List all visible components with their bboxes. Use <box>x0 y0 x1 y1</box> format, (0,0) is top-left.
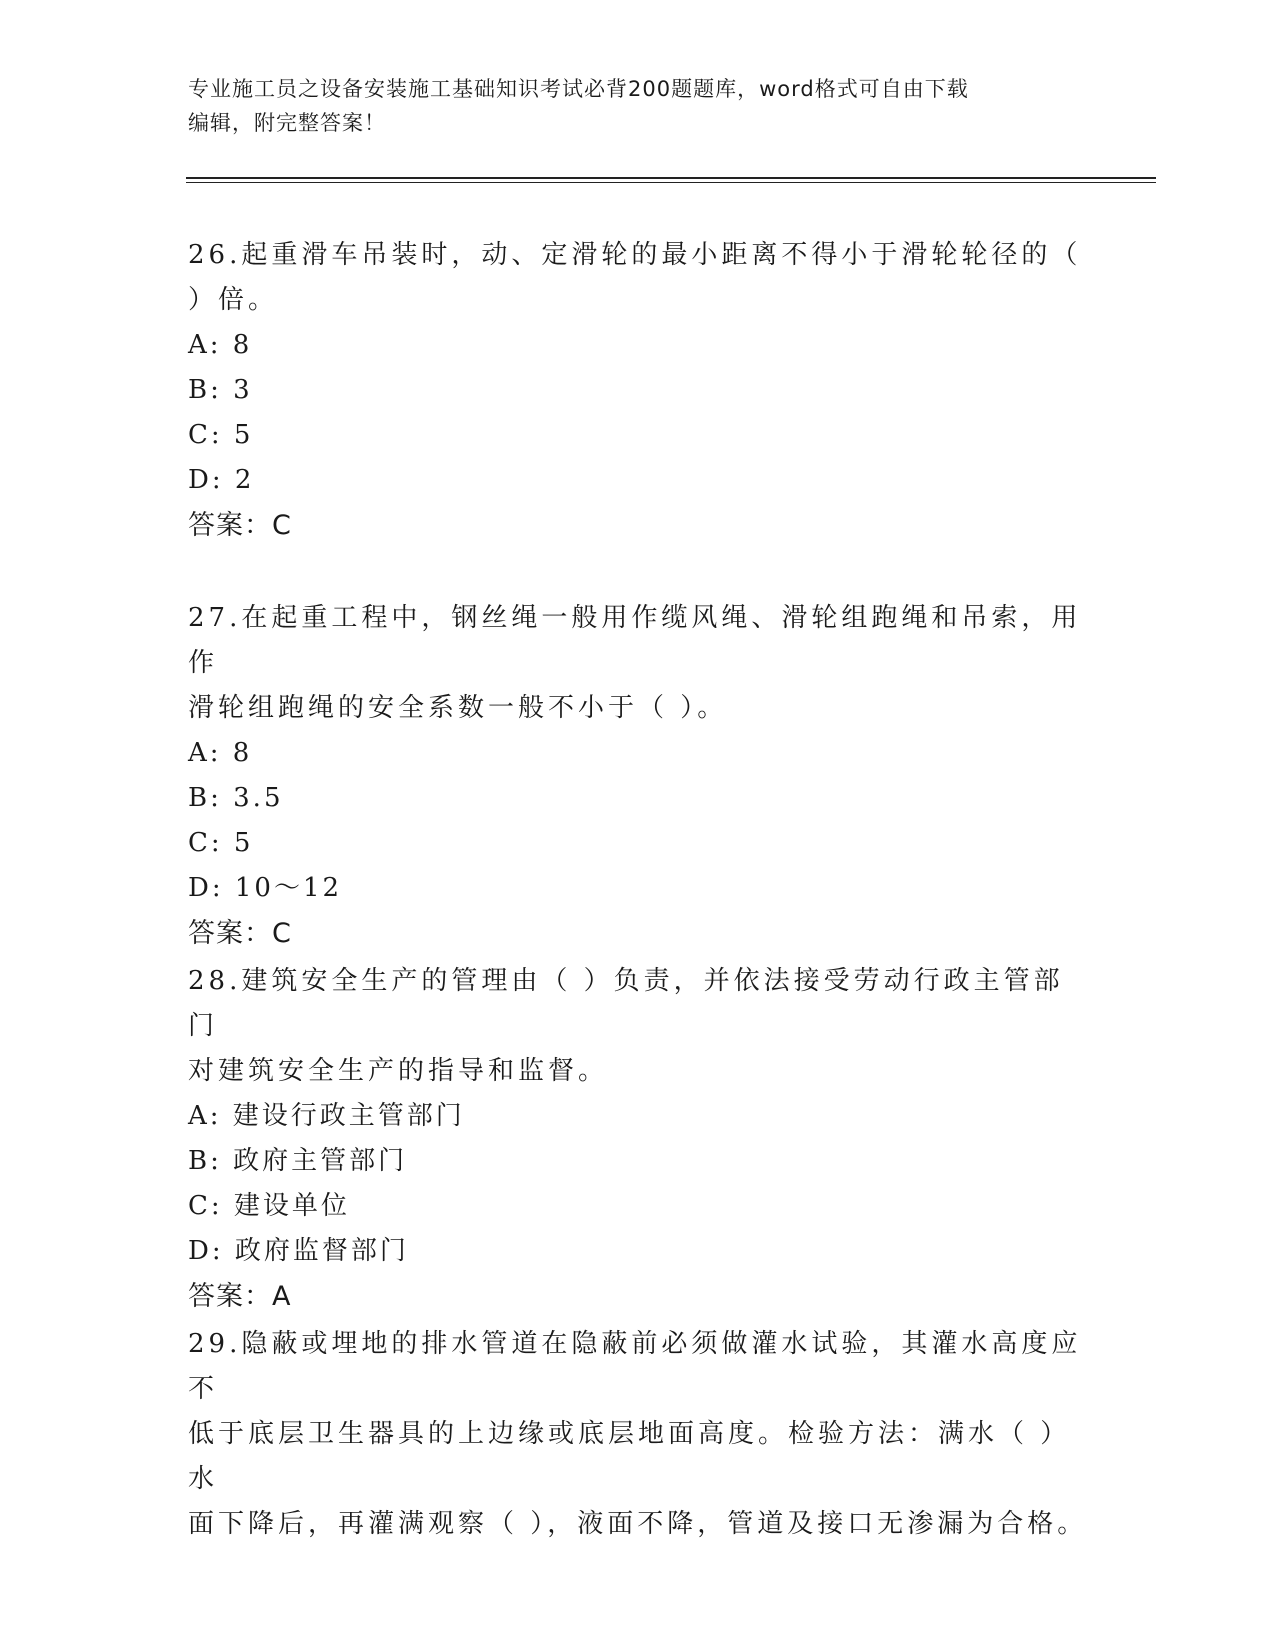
question-text-line: 对建筑安全生产的指导和监督。 <box>188 1056 609 1086</box>
option-b: B: 3 <box>188 375 253 405</box>
question-text-line: 低于底层卫生器具的上边缘或底层地面高度。检验方法：满水（ ）水 <box>188 1419 1071 1494</box>
question-text-line: 26.起重滑车吊装时，动、定滑轮的最小距离不得小于滑轮轮径的（ <box>188 240 1082 270</box>
header-divider-thin <box>186 182 1156 183</box>
question-28 <box>188 959 1088 1319</box>
question-29 <box>188 1322 1088 1547</box>
option-d: D: 2 <box>188 465 255 495</box>
option-a: A: 建设行政主管部门 <box>188 1101 465 1131</box>
option-c: C: 建设单位 <box>188 1191 350 1221</box>
document-header <box>188 72 1068 140</box>
answer-label: 答案：A <box>188 1281 292 1312</box>
option-d: D: 政府监督部门 <box>188 1236 409 1266</box>
header-divider-thick <box>186 177 1156 179</box>
question-26 <box>188 233 1088 548</box>
answer-label: 答案：C <box>188 918 292 949</box>
question-27 <box>188 596 1088 956</box>
question-text-line: 面下降后，再灌满观察（ ），液面不降，管道及接口无渗漏为合格。 <box>188 1509 1088 1539</box>
option-c: C: 5 <box>188 420 254 450</box>
option-a: A: 8 <box>188 738 253 768</box>
question-text-line: 29.隐蔽或埋地的排水管道在隐蔽前必须做灌水试验，其灌水高度应不 <box>188 1329 1082 1404</box>
question-text-line: 28.建筑安全生产的管理由（ ）负责，并依法接受劳动行政主管部门 <box>188 966 1064 1041</box>
answer-label: 答案：C <box>188 510 292 541</box>
option-b: B: 政府主管部门 <box>188 1146 408 1176</box>
option-b: B: 3.5 <box>188 783 284 813</box>
option-c: C: 5 <box>188 828 254 858</box>
header-line-2: 编辑，附完整答案！ <box>188 111 386 135</box>
option-a: A: 8 <box>188 330 253 360</box>
header-line-1: 专业施工员之设备安装施工基础知识考试必背200题题库，word格式可自由下载 <box>188 77 969 101</box>
option-d: D: 10～12 <box>188 873 343 903</box>
question-text-line: 27.在起重工程中，钢丝绳一般用作缆风绳、滑轮组跑绳和吊索，用作 <box>188 603 1082 678</box>
question-text-line: 滑轮组跑绳的安全系数一般不小于（ ）。 <box>188 693 728 723</box>
question-text-line: ）倍。 <box>188 285 279 315</box>
